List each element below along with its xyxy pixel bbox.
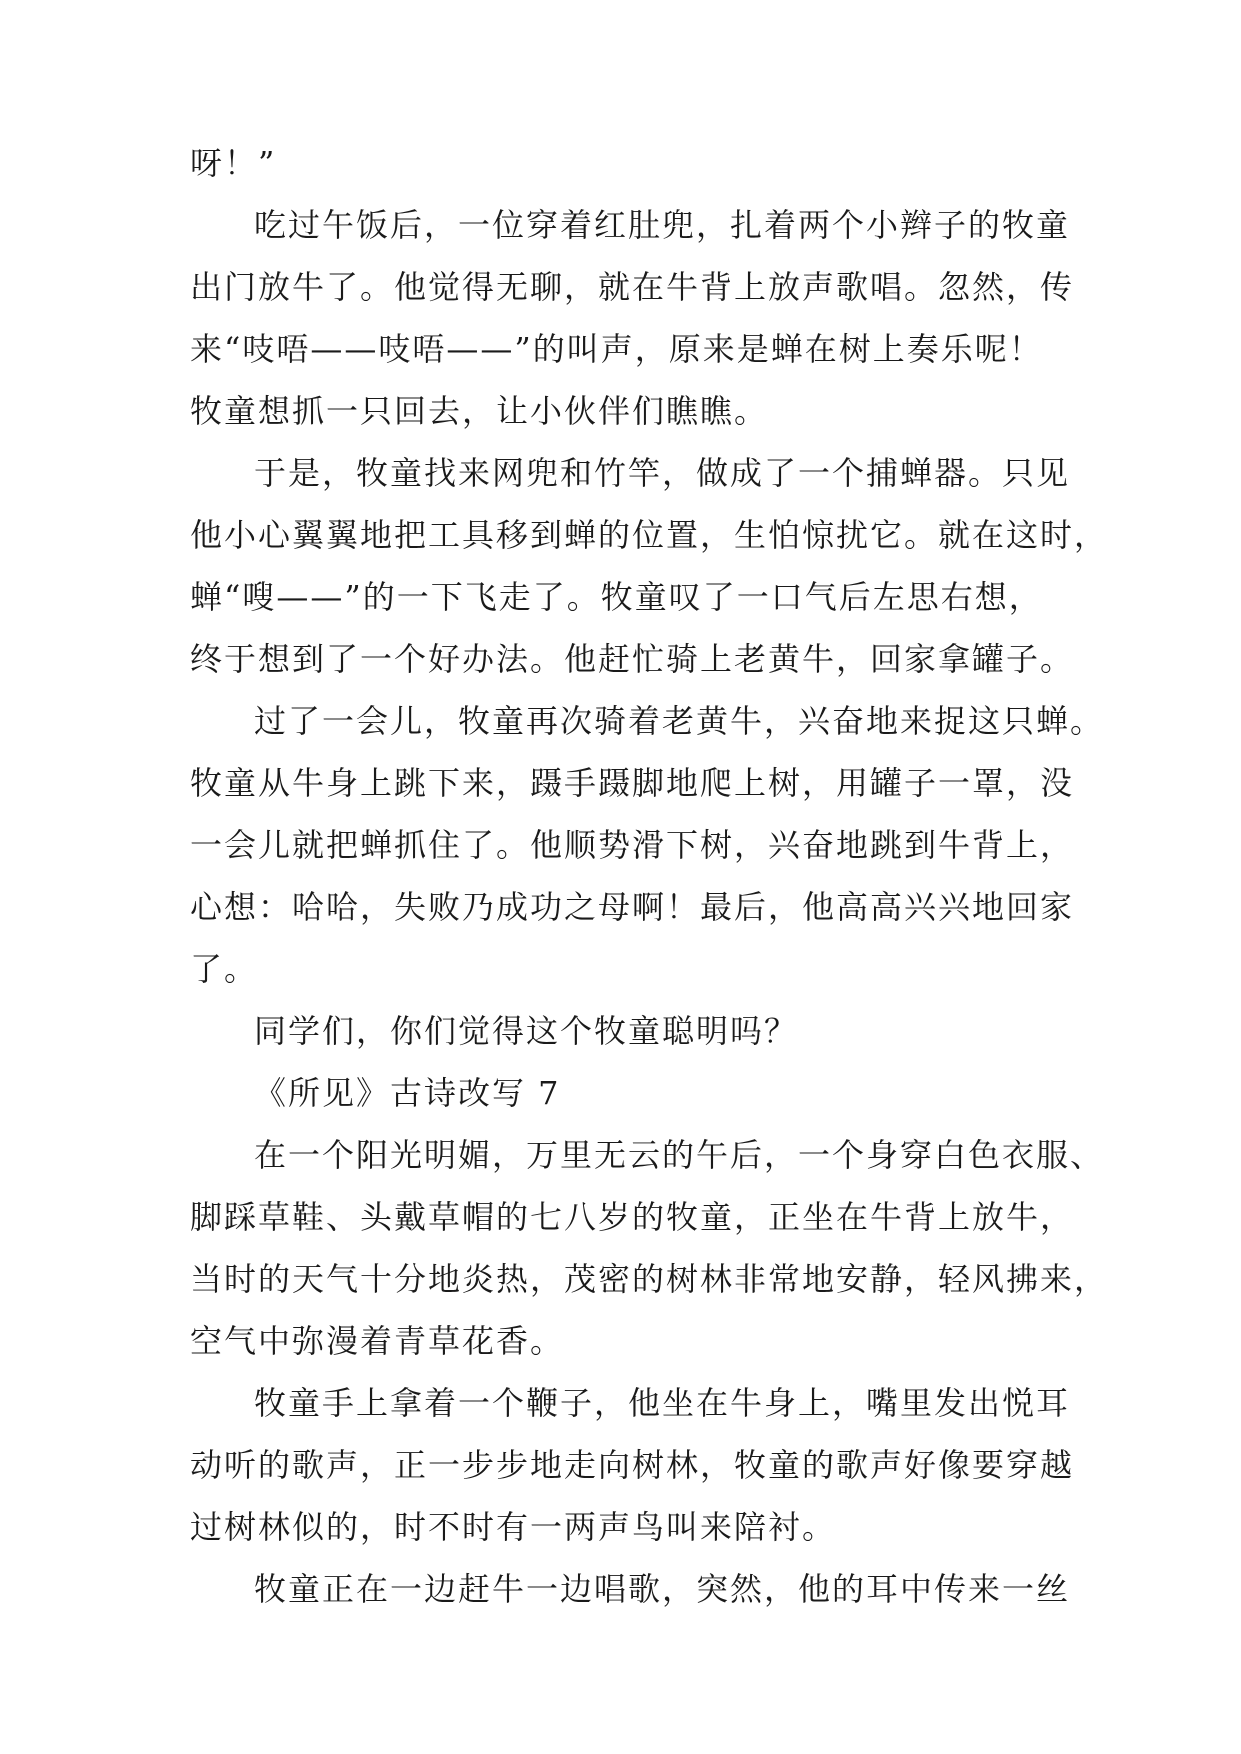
text-line: 终于想到了一个好办法。他赶忙骑上老黄牛，回家拿罐子。 xyxy=(190,640,1075,678)
heading-line: 《所见》古诗改写 7 xyxy=(254,1074,561,1112)
text-line: 一会儿就把蝉抓住了。他顺势滑下树，兴奋地跳到牛背上， xyxy=(190,826,1075,864)
text-line: 吃过午饭后，一位穿着红肚兜，扎着两个小辫子的牧童 xyxy=(254,206,1071,244)
text-line: 同学们，你们觉得这个牧童聪明吗？ xyxy=(254,1012,799,1050)
text-line: 呀！” xyxy=(190,144,277,182)
text-line: 牧童手上拿着一个鞭子，他坐在牛身上，嘴里发出悦耳 xyxy=(254,1384,1071,1422)
text-line: 于是，牧童找来网兜和竹竿，做成了一个捕蝉器。只见 xyxy=(254,454,1071,492)
text-line: 蝉“嗖——”的一下飞走了。牧童叹了一口气后左思右想， xyxy=(190,578,1043,616)
text-line: 出门放牛了。他觉得无聊，就在牛背上放声歌唱。忽然，传 xyxy=(190,268,1075,306)
paragraph xyxy=(190,1000,1060,1062)
text-line: 牧童想抓一只回去，让小伙伴们瞧瞧。 xyxy=(190,392,769,430)
paragraph xyxy=(190,690,1105,1000)
text-line: 在一个阳光明媚，万里无云的午后，一个身穿白色衣服、 xyxy=(254,1136,1105,1174)
paragraph xyxy=(190,1124,1109,1372)
text-line: 空气中弥漫着青草花香。 xyxy=(190,1322,565,1360)
paragraph xyxy=(190,1372,1075,1558)
paragraph xyxy=(190,194,1075,442)
text-line: 牧童从牛身上跳下来，蹑手蹑脚地爬上树，用罐子一罩，没 xyxy=(190,764,1075,802)
text-line: 他小心翼翼地把工具移到蝉的位置，生怕惊扰它。就在这时， xyxy=(190,516,1109,554)
text-line: 过了一会儿，牧童再次骑着老黄牛，兴奋地来捉这只蝉。 xyxy=(254,702,1105,740)
document-body xyxy=(190,132,1109,1620)
text-line: 来“吱唔——吱唔——”的叫声，原来是蝉在树上奏乐呢！ xyxy=(190,330,1043,368)
paragraph xyxy=(190,1558,1071,1620)
text-line: 牧童正在一边赶牛一边唱歌，突然，他的耳中传来一丝 xyxy=(254,1570,1071,1608)
text-line: 过树林似的，时不时有一两声鸟叫来陪衬。 xyxy=(190,1508,837,1546)
text-line: 当时的天气十分地炎热，茂密的树林非常地安静，轻风拂来， xyxy=(190,1260,1109,1298)
text-line: 动听的歌声，正一步步地走向树林，牧童的歌声好像要穿越 xyxy=(190,1446,1075,1484)
section-heading xyxy=(190,1062,1060,1124)
paragraph xyxy=(190,442,1109,690)
text-line: 了。 xyxy=(190,950,259,988)
text-line: 脚踩草鞋、头戴草帽的七八岁的牧童，正坐在牛背上放牛， xyxy=(190,1198,1075,1236)
text-line: 心想：哈哈，失败乃成功之母啊！最后，他高高兴兴地回家 xyxy=(190,888,1075,926)
paragraph xyxy=(190,132,1060,194)
